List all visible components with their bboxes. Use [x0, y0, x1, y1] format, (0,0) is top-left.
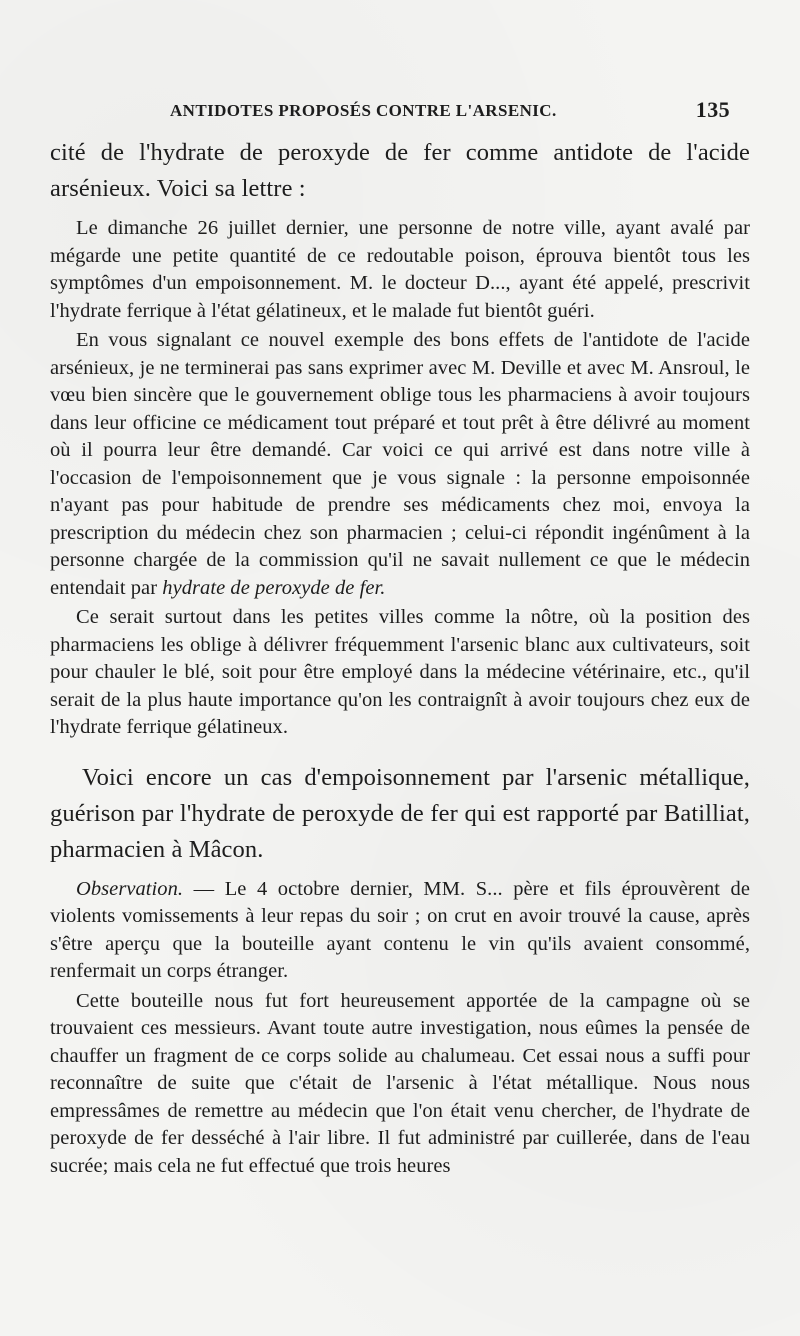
- page-header: [170, 97, 730, 129]
- letter-paragraph-3: Ce serait surtout dans les petites villes comme la nôtre, où la position des pharmaciens les oblige à délivrer fréquemment l'arsenic blanc aux cultivateurs, soit pour chauler le blé, soit pour être employé dans la médecine vétérinaire, etc., qu'il serait de la plus haute importance qu'on les contraignît à avoir toujours chez eux de l'hydrate ferrique gélatineux.: [50, 606, 750, 738]
- final-paragraph: Cette bouteille nous fut fort heureusement apportée de la campagne où se trouvaient ces messieurs. Avant toute autre investigation, nous eûmes la pensée de chauffer un fragment de ce corps solide au chalumeau. Cet essai nous a suffi pour reconnaître de suite que c'était de l'arsenic à l'état métallique. Nous nous empressâmes de remettre au médecin que l'on était venu chercher, de l'hydrate de peroxyde de fer desséché à l'air libre. Il fut administré par cuillerée, dans de l'eau sucrée; mais cela ne fut effectué que trois heures: [50, 989, 750, 1177]
- letter-paragraph-2: [50, 327, 750, 602]
- letter-paragraph-2-italic: hydrate de peroxyde de fer.: [162, 576, 386, 599]
- page-number: 135: [695, 97, 730, 122]
- section-gap: [50, 742, 750, 760]
- intro-block: [50, 135, 750, 207]
- observation-paragraph: [50, 876, 750, 986]
- observation-text: — Le 4 octobre dernier, MM. S... père et fils éprouvèrent de violents vomissements à leur repas du soir ; on crut en avoir trouvé la cause, après s'être aperçu que la bouteille ayant contenu le vin qu'ils avaient consommé, renfermait un corps étranger.: [50, 877, 750, 982]
- running-title: ANTIDOTES PROPOSÉS CONTRE L'ARSENIC.: [170, 101, 557, 120]
- case-intro-paragraph: Voici encore un cas d'empoisonnement par l'arsenic métallique, guérison par l'hydrate de peroxyde de fer qui est rapporté par Batilliat, pharmacien à Mâcon.: [50, 763, 750, 863]
- page-content: [50, 135, 750, 1180]
- letter-block: [50, 215, 750, 742]
- letter-paragraph-1: Le dimanche 26 juillet dernier, une personne de notre ville, ayant avalé par mégarde une petite quantité de ce redoutable poison, éprouva bientôt tous les symptômes d'un empoisonnement. M. le docteur D..., ayant été appelé, prescrivit l'hydrate ferrique à l'état gélatineux, et le malade fut bientôt guéri.: [50, 217, 750, 322]
- observation-label: Observation.: [76, 877, 184, 900]
- intro-paragraph: cité de l'hydrate de peroxyde de fer comme antidote de l'acide arsénieux. Voici sa lettre :: [50, 139, 750, 202]
- observation-block: [50, 876, 750, 1181]
- letter-paragraph-2-main: En vous signalant ce nouvel exemple des bons effets de l'antidote de l'acide arsénieux, je ne terminerai pas sans exprimer avec M. Deville et avec M. Ansroul, le vœu bien sincère que le gouvernement oblige tous les pharmaciens à avoir toujours dans leur officine ce médicament tout préparé et tout prêt à être délivré au moment où il pourra leur être demandé. Car voici ce qui arrivé est dans notre ville à l'occasion de l'empoisonnement que je vous signale : la personne empoisonnée n'ayant pas pour habitude de prendre ses médicaments chez moi, envoya la prescription du médecin chez son pharmacien ; celui-ci répondit ingénûment à la personne chargée de la commission qu'il ne savait nullement ce que le médecin entendait par: [50, 329, 750, 599]
- case-intro-block: [50, 760, 750, 868]
